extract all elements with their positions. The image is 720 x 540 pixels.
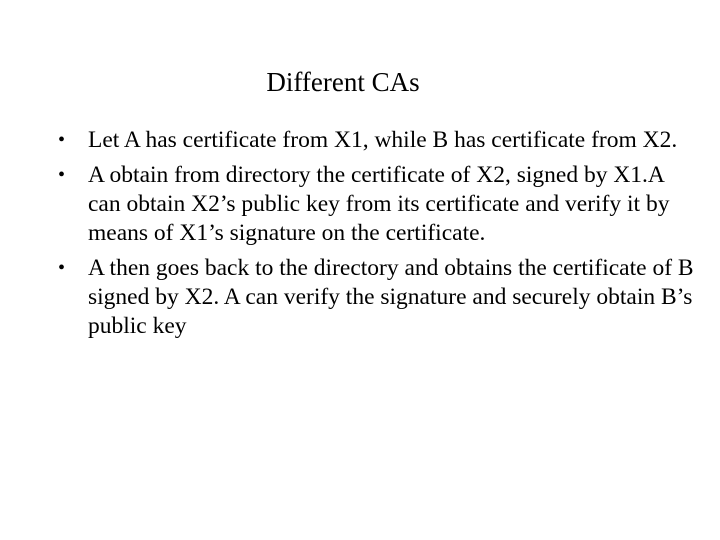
bullet-item — [58, 126, 698, 155]
slide-title: Different CAs — [266, 67, 420, 97]
bullet-text: A obtain from directory the certificate of X2, signed by X1.A can obtain X2’s public key from its certificate and verify it by means of X1’s signature on the certificate. — [88, 162, 670, 246]
bullet-item — [58, 254, 698, 341]
bullet-list — [58, 126, 698, 347]
bullet-icon: • — [58, 257, 66, 279]
bullet-item — [58, 161, 698, 248]
bullet-icon: • — [58, 164, 66, 186]
bullet-text: A then goes back to the directory and obtains the certificate of B signed by X2. A can verify the signature and securely obtain B’s public key — [88, 255, 694, 339]
bullet-icon: • — [58, 129, 66, 151]
bullet-text: Let A has certificate from X1, while B has certificate from X2. — [88, 127, 678, 153]
